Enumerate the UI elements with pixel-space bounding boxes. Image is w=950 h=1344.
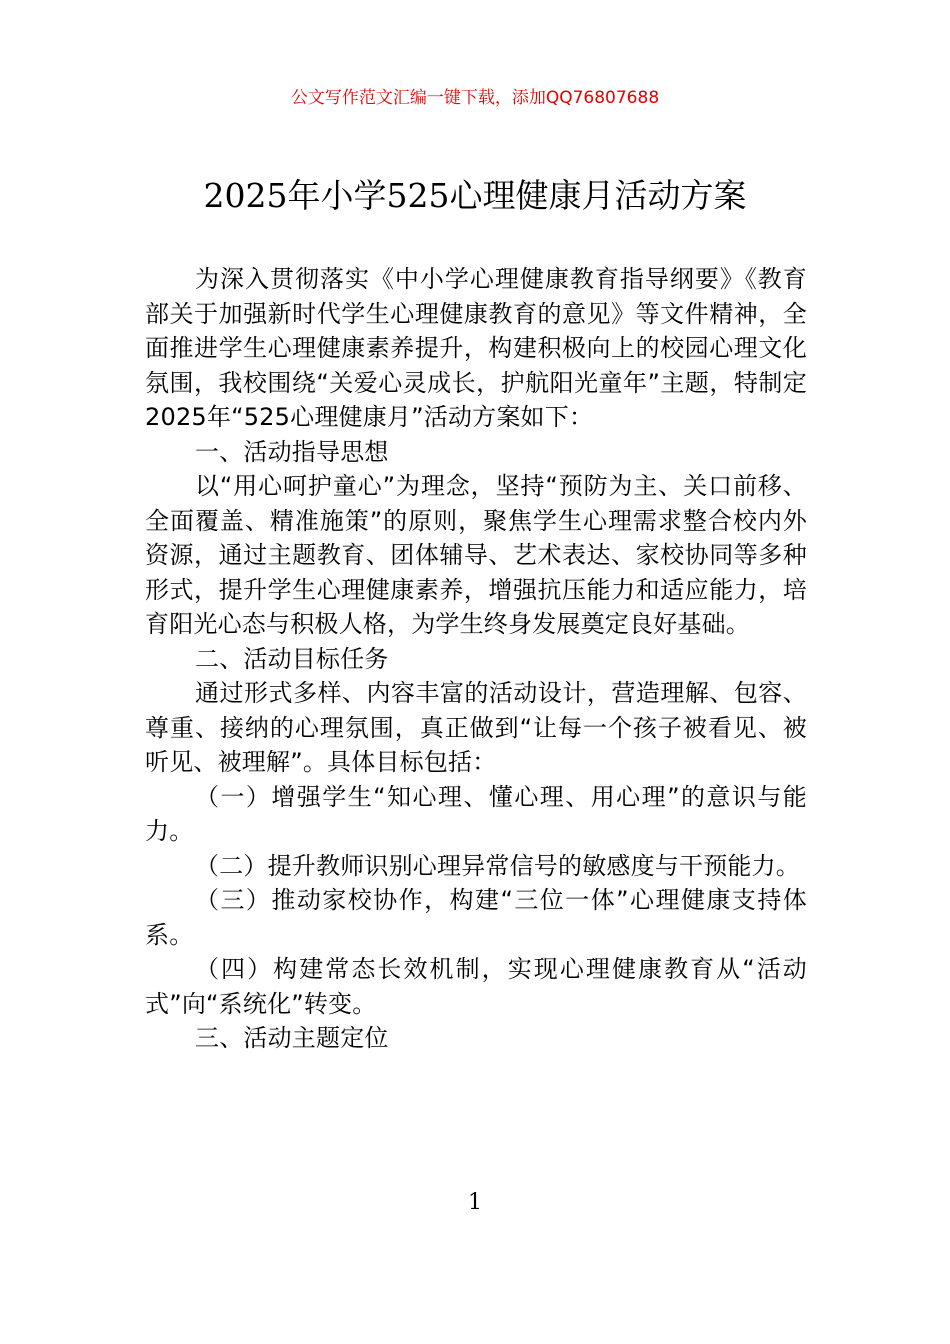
goal-item-1: （一）增强学生“知心理、懂心理、用心理”的意识与能力。 xyxy=(145,782,807,845)
section-heading-theme: 三、活动主题定位 xyxy=(195,1024,389,1052)
objectives-paragraph: 通过形式多样、内容丰富的活动设计，营造理解、包容、尊重、接纳的心理氛围，真正做到“让每一个孩子被看见、被听见、被理解”。具体目标包括： xyxy=(145,679,807,776)
download-watermark: 公文写作范文汇编一键下载，添加QQ76807688 xyxy=(290,88,660,108)
section-heading-objectives: 二、活动目标任务 xyxy=(195,644,389,673)
page-number: 1 xyxy=(468,1190,482,1215)
goal-item-2: （二）提升教师识别心理异常信号的敏感度与干预能力。 xyxy=(195,851,800,880)
document-title: 2025年小学525心理健康月活动方案 xyxy=(203,176,747,215)
goal-item-4: （四）构建常态长效机制，实现心理健康教育从“活动式”向“系统化”转变。 xyxy=(145,955,807,1018)
section-heading-guiding-ideology: 一、活动指导思想 xyxy=(195,437,389,466)
goal-item-3: （三）推动家校协作，构建“三位一体”心理健康支持体系。 xyxy=(145,886,807,949)
intro-paragraph: 为深入贯彻落实《中小学心理健康教育指导纲要》《教育部关于加强新时代学生心理健康教育的意见》等文件精神，全面推进学生心理健康素养提升，构建积极向上的校园心理文化氛围，我校围绕“关爱心灵成长，护航阳光童年”主题，特制定2025年“525心理健康月”活动方案如下： xyxy=(145,265,807,431)
document-body xyxy=(145,262,807,1056)
guiding-ideology-paragraph: 以“用心呵护童心”为理念，坚持“预防为主、关口前移、全面覆盖、精准施策”的原则，聚焦学生心理需求整合校内外资源，通过主题教育、团体辅导、艺术表达、家校协同等多种形式，提升学生心理健康素养，增强抗压能力和适应能力，培育阳光心态与积极人格，为学生终身发展奠定良好基础。 xyxy=(145,472,807,638)
